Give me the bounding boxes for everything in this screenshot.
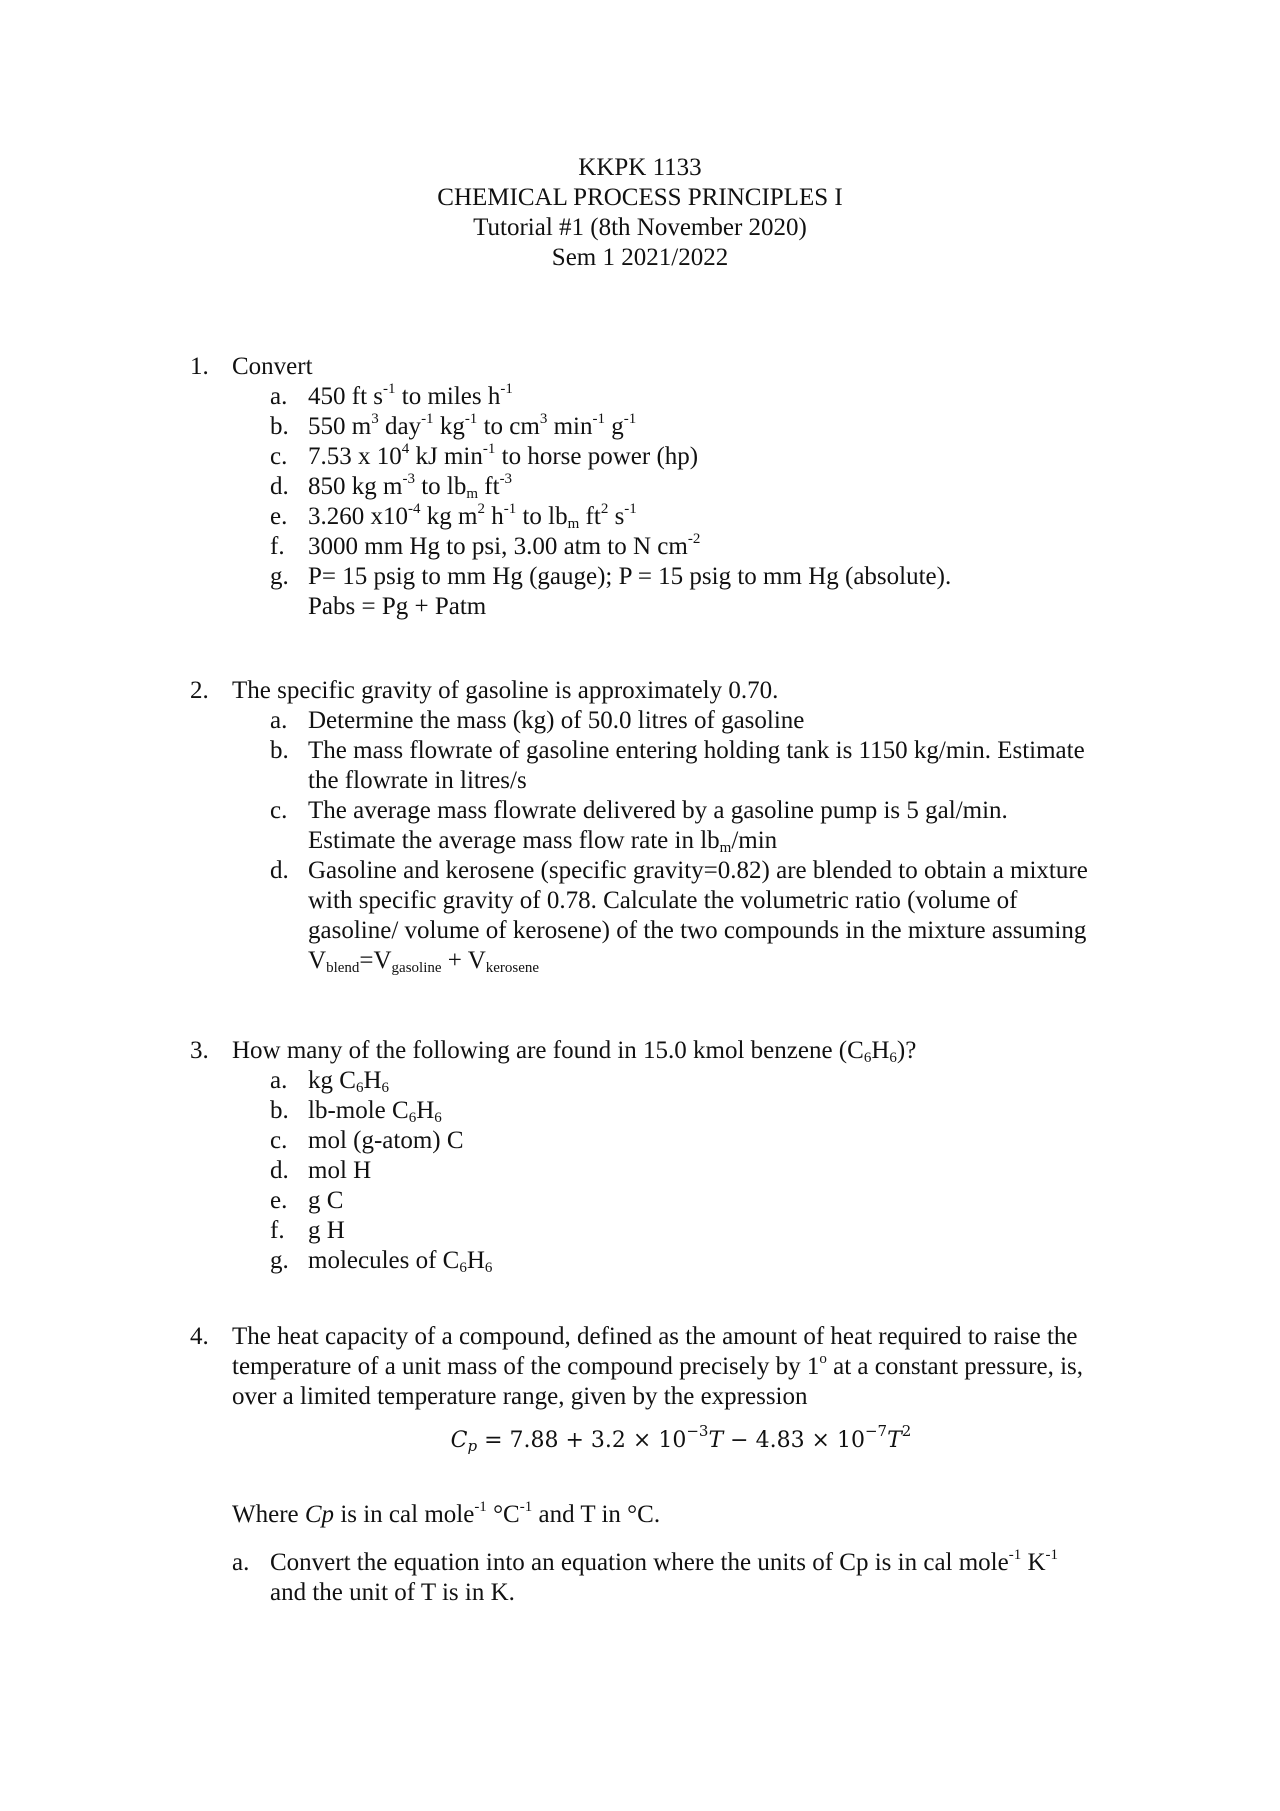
document-header: [0, 153, 1280, 273]
question-1-item-c: c. 7.53 x $10^4$ kJ $\min^{-1}$ to horse power (hp): [270, 441, 699, 470]
tutorial-title: Tutorial #1 (8th November 2020): [473, 214, 807, 241]
question-3-item-a: a. kg $C_6H_6$: [270, 1067, 389, 1096]
question-1-item-e: e. 3.260 $x10^{-4}$ kg $m^2$ $h^{-1}$ to $lb_m$ $ft^2$ $s^{-1}$: [270, 501, 637, 532]
question-2-item-d: d. Gasoline and kerosene (specific gravity=0.82) are blended to obtain a mixture with specific gravity of 0.78. Calculate the volumetric ratio (volume of gasoline/ volume of kerosene) of the two compounds in the mixture assuming $V_{blend}=V_{gasoline} + V_{kerosene}$: [270, 857, 1088, 976]
question-4-stem: 4. The heat capacity of a compound, defined as the amount of heat required to raise the temperature of a unit mass of the compound precisely by 1$^o$ at a constant pressure, is, over a limited temperature range, given by the expression: [190, 1323, 1084, 1410]
question-3-item-c: c. mol (g-atom) C: [270, 1127, 464, 1154]
question-3-item-b: b. lb-mole $C_6H_6$: [270, 1097, 442, 1126]
question-1: [190, 352, 1130, 622]
question-number: 1.: [190, 353, 209, 380]
question-2-item-c: c. The average mass flowrate delivered by a gasoline pump is 5 gal/min. Estimate the average mass flow rate in $lb_m/\min$: [270, 797, 1008, 856]
heat-capacity-equation: $C_p = 7.88 + 3.2 \times 10^{-3}T - 4.83 \times 10^{-7}T^2$: [450, 1422, 912, 1455]
question-3-stem: 3. How many of the following are found in 15.0 kmol benzene $(C_6H_6)$?: [190, 1037, 917, 1066]
question-number: 2.: [190, 677, 209, 704]
question-1-item-d: d. 850 kg $m^{-3}$ to $lb_m$ $ft^{-3}$: [270, 471, 513, 502]
question-2-stem: 2. The specific gravity of gasoline is approximately 0.70.: [190, 677, 779, 704]
question-1-stem: 1. Convert: [190, 353, 313, 380]
question-number: 3.: [190, 1037, 209, 1064]
question-3-item-d: d. mol H: [270, 1157, 372, 1184]
question-4-item-a: a. Convert the equation into an equation where the units of Cp is in cal mole$^{-1}$ $K^{-1}$ and the unit of T is in K.: [232, 1547, 1059, 1606]
question-2: [190, 676, 1130, 976]
question-2-item-b: b. The mass flowrate of gasoline entering holding tank is 1150 kg/min. Estimate the flowrate in litres/s: [270, 737, 1085, 794]
question-3-item-e: e. g C: [270, 1187, 344, 1214]
question-1-item-f: f. 3000 mm Hg to psi, 3.00 atm to N $cm^{-2}$: [270, 531, 701, 560]
question-1-item-b: b. 550 $m^3$ day$^{-1}$ $kg^{-1}$ to $cm^3$ $\min^{-1} g^{-1}$: [270, 411, 637, 440]
question-4: [190, 1322, 1130, 1608]
question-3-item-f: f. g H: [270, 1217, 345, 1244]
question-1-item-g: g. P= 15 psig to mm Hg (gauge); P = 15 psig to mm Hg (absolute). Pabs = Pg + Patm: [270, 563, 952, 620]
course-code: KKPK 1133: [578, 154, 702, 181]
question-3: [190, 1036, 1130, 1276]
question-2-item-a: a. Determine the mass (kg) of 50.0 litres of gasoline: [270, 707, 805, 734]
question-number: 4.: [190, 1323, 209, 1350]
course-title: CHEMICAL PROCESS PRINCIPLES I: [437, 184, 843, 211]
question-1-item-a: a. 450 ft $s^{-1}$ to miles $h^{-1}$: [270, 381, 513, 410]
units-statement: Where Cp is in cal mole$^{-1}$ $^\circ C^{-1}$ and T in °C.: [232, 1499, 661, 1528]
semester: Sem 1 2021/2022: [551, 244, 729, 271]
question-3-item-g: g. molecules of $C_6H_6$: [270, 1247, 493, 1276]
